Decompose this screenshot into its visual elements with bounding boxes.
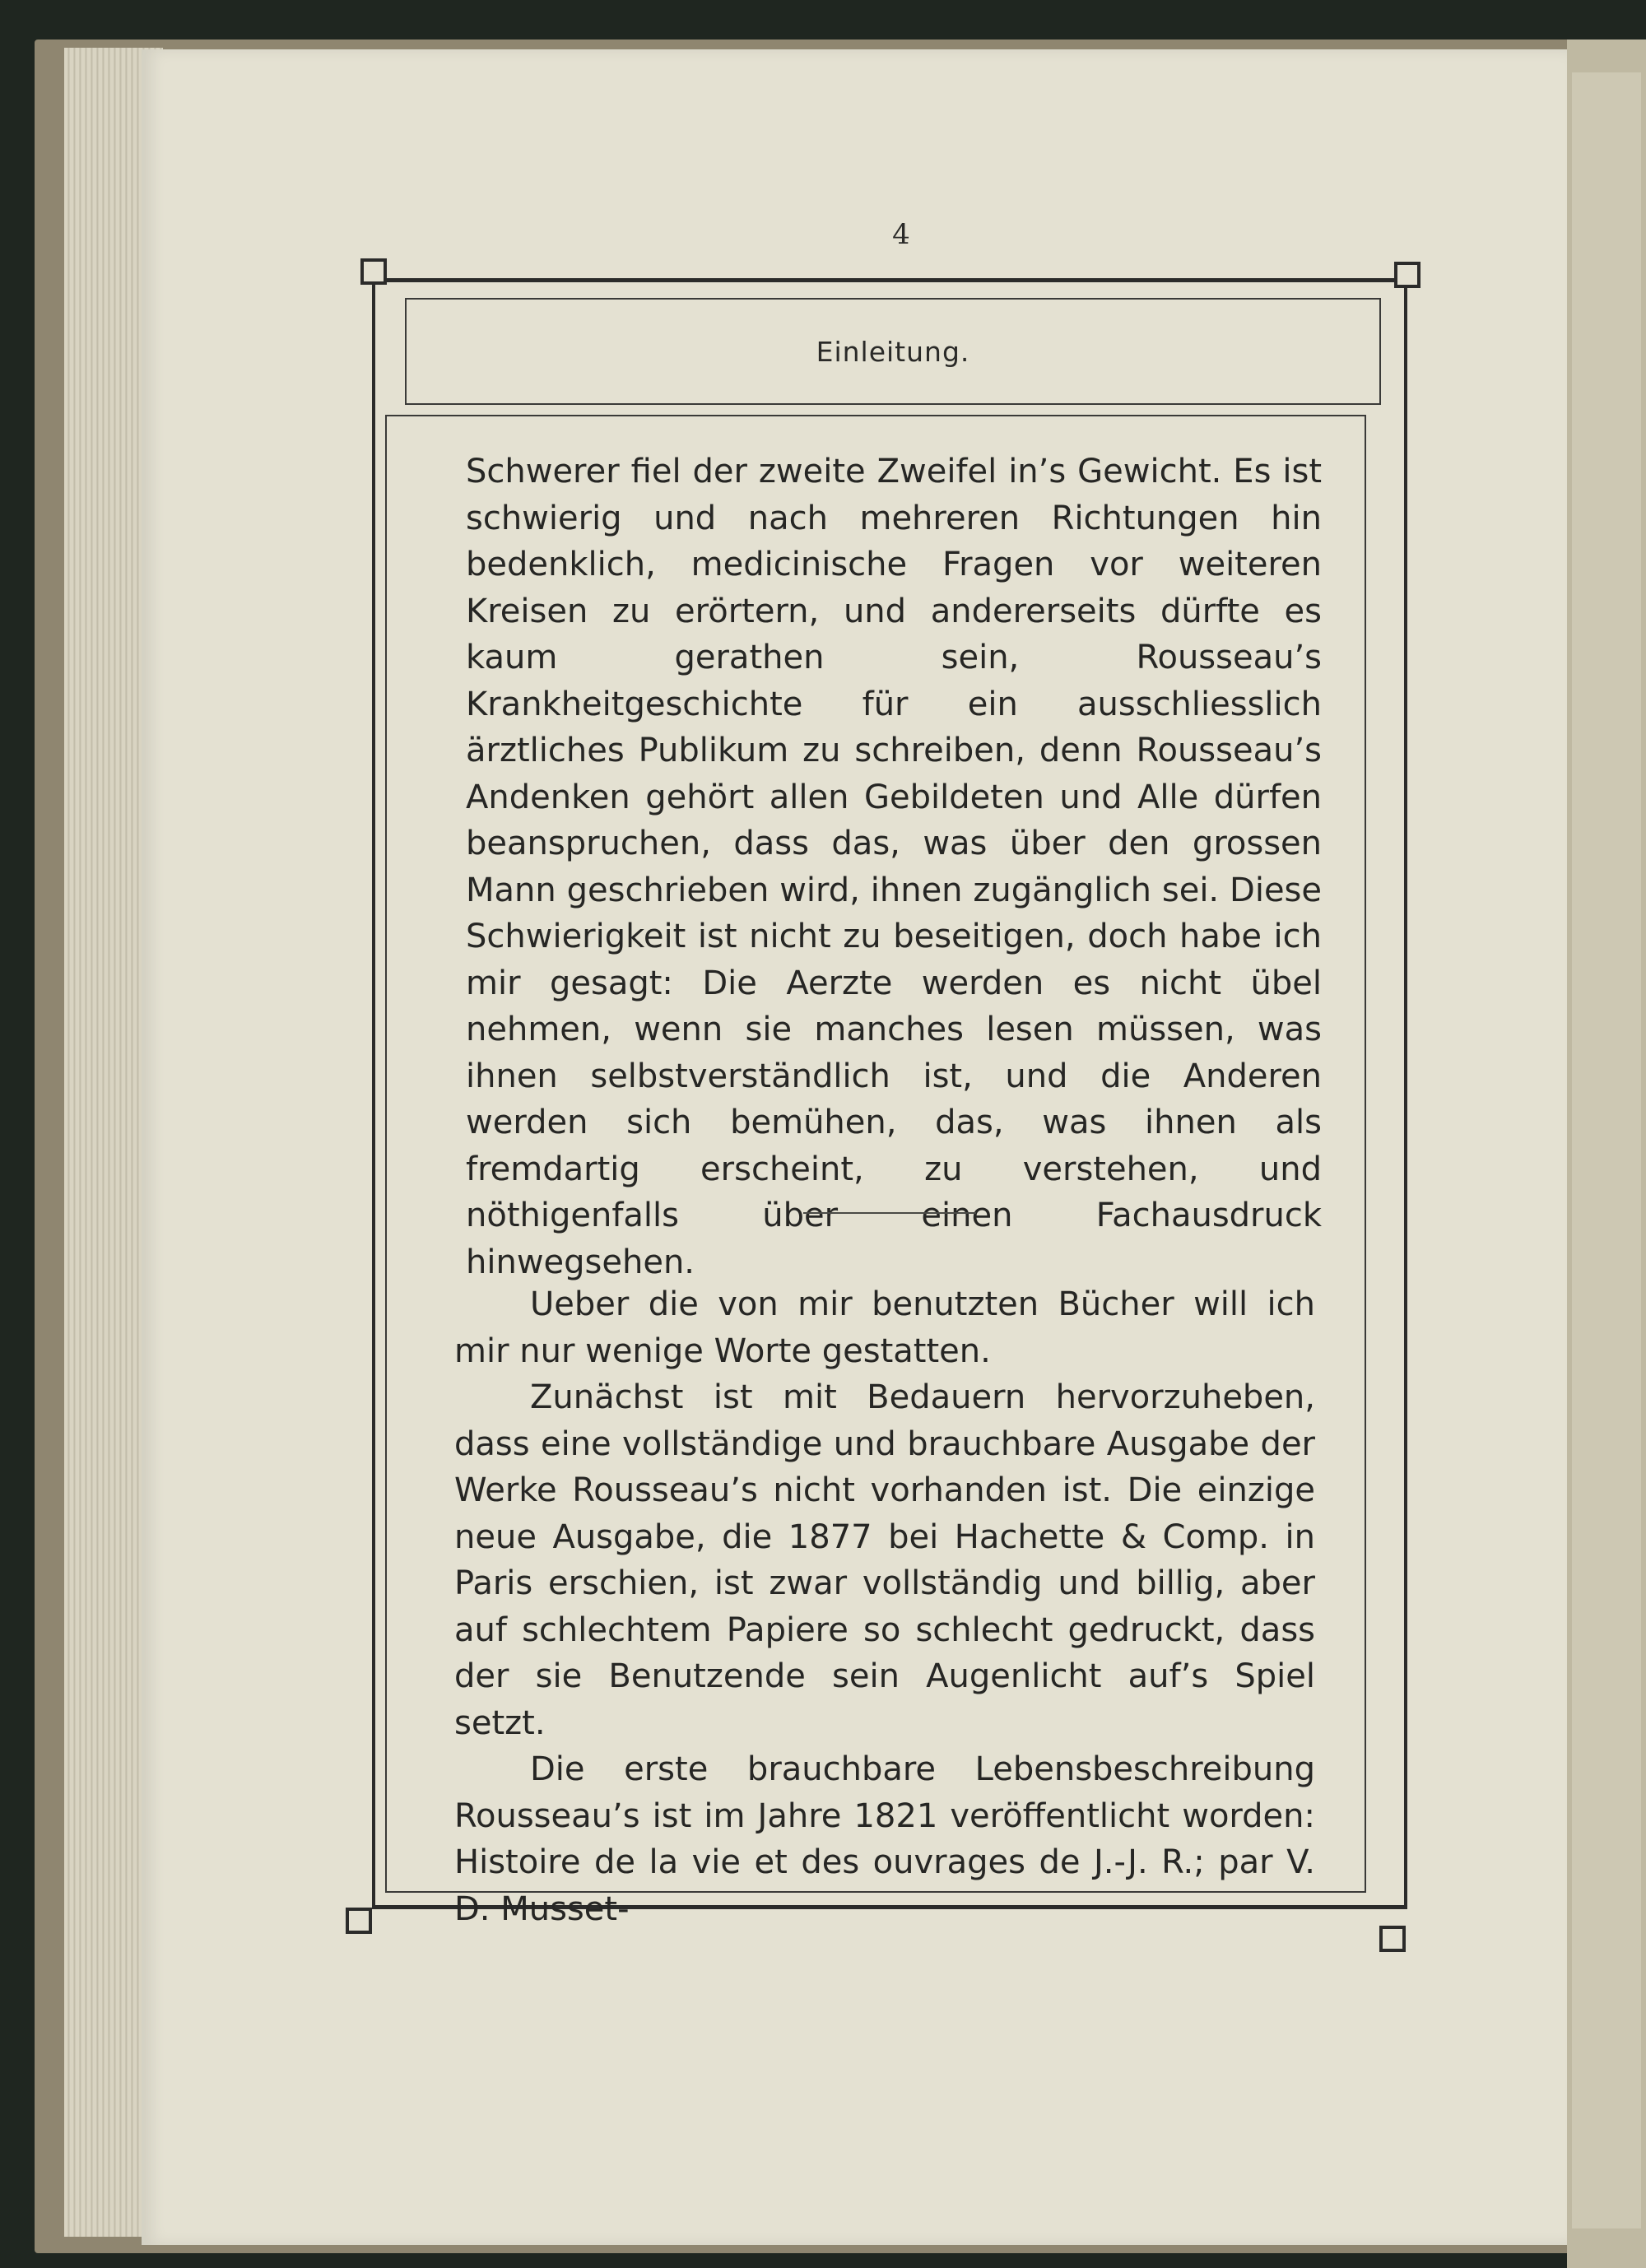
- running-header: Einleitung.: [816, 336, 970, 368]
- running-header-box: [405, 298, 1381, 405]
- frame-corner-ornament: [346, 1908, 372, 1934]
- section-divider: [803, 1212, 976, 1214]
- frame-corner-ornament: [360, 258, 387, 285]
- frame-corner-ornament: [1379, 1926, 1406, 1952]
- paragraph: Schwerer fiel der zweite Zweifel in’s Gewicht. Es ist schwierig und nach mehreren Richtungen hin bedenklich, medicinische Fragen vor weiteren Kreisen zu erörtern, und andererseits dürfte es kaum gerathen sein, Rousseau’s Krankheitgeschichte für ein ausschliesslich ärztliches Publikum zu schreiben, denn Rousseau’s Andenken gehört allen Gebildeten und Alle dürfen beanspruchen, dass das, was über den grossen Mann geschrieben wird, ihnen zugänglich sei. Diese Schwierigkeit ist nicht zu beseitigen, doch habe ich mir gesagt: Die Aerzte werden es nicht übel nehmen, wenn sie manches lesen müssen, was ihnen selbstverständlich ist, und die Anderen werden sich bemühen, das, was ihnen als fremdartig erscheint, zu verstehen, und nöthigenfalls über einen Fachausdruck hinwegsehen.: [466, 453, 1322, 1281]
- paragraph: Ueber die von mir benutzten Bücher will ich mir nur wenige Worte gestatten.: [454, 1285, 1315, 1370]
- facing-page-edge: [1567, 40, 1646, 2268]
- paragraph: Die erste brauchbare Lebensbeschreibung Rousseau’s ist im Jahre 1821 veröffentlicht worden: Histoire de la vie et des ouvrages de J.-J. R.; par V. D. Musset-: [454, 1750, 1315, 1928]
- section-one-text: [466, 448, 1322, 1285]
- frame-corner-ornament: [1394, 262, 1420, 288]
- paragraph: Zunächst ist mit Bedauern hervorzuheben, dass eine vollständige und brauchbare Ausgabe der Werke Rousseau’s nicht vorhanden ist. Die einzige neue Ausgabe, die 1877 bei Hachette & Comp. in Paris erschien, ist zwar vollständig und billig, aber auf schlechtem Papiere so schlecht gedruckt, dass der sie Benutzende sein Augenlicht auf’s Spiel setzt.: [454, 1378, 1315, 1742]
- page-number: 4: [892, 218, 910, 251]
- section-two-text: [454, 1281, 1315, 1932]
